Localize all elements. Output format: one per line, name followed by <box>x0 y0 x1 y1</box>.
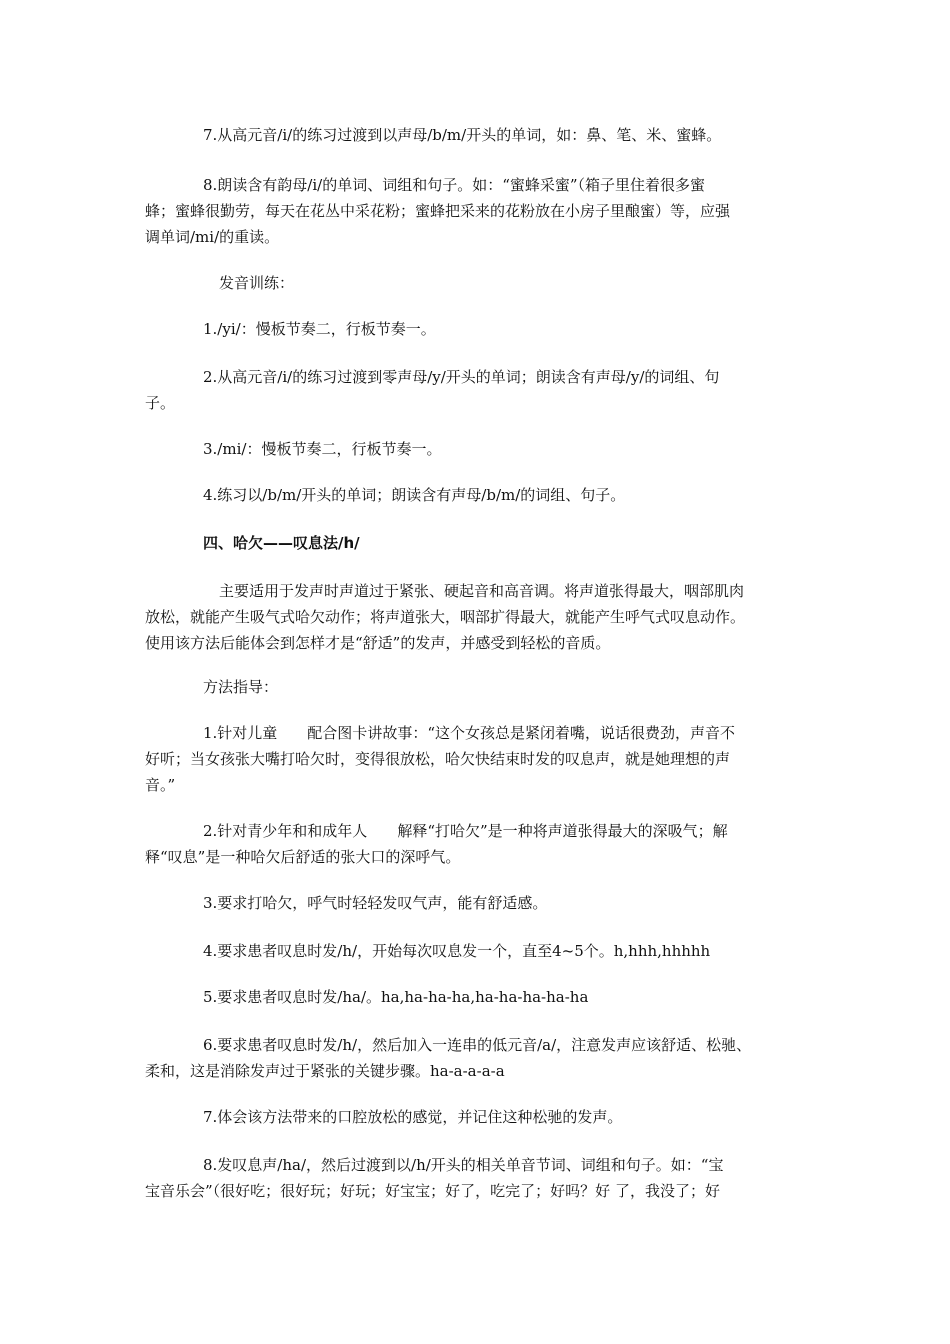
paragraph-7-relax <box>145 1104 807 1130</box>
paragraph-main-application <box>145 578 807 656</box>
paragraph-4-bm-words <box>145 482 807 508</box>
paragraph-8-sigh-words <box>145 1152 807 1204</box>
text-line: 3.要求打哈欠，呼气时轻轻发叹气声，能有舒适感。 <box>203 894 548 912</box>
text-line: 7.体会该方法带来的口腔放松的感觉，并记住这种松驰的发声。 <box>203 1108 623 1126</box>
section-heading-yawn-sigh <box>145 530 807 556</box>
text-line: 柔和，这是消除发声过于紧张的关键步骤。ha-a-a-a-a <box>145 1062 505 1080</box>
paragraph-6-low-vowel <box>145 1032 807 1084</box>
paragraph-1-children <box>145 720 807 798</box>
text-line: 7.从高元音/i/的练习过渡到以声母/b/m/开头的单词，如：鼻、笔、米、蜜蜂。 <box>203 126 722 144</box>
text-line: 四、哈欠——叹息法/h/ <box>203 534 360 552</box>
text-line: 使用该方法后能体会到怎样才是“舒适”的发声，并感受到轻松的音质。 <box>145 634 611 652</box>
text-line: 好听；当女孩张大嘴打哈欠时，变得很放松，哈欠快结束时发的叹息声，就是她理想的声 <box>145 750 731 768</box>
text-line: 调单词/mi/的重读。 <box>145 228 280 246</box>
text-line: 8.发叹息声/ha/，然后过渡到以/h/开头的相关单音节词、词组和句子。如：“宝 <box>203 1156 724 1174</box>
paragraph-5-ha <box>145 984 807 1010</box>
paragraph-2-adults <box>145 818 807 870</box>
text-line: 5.要求患者叹息时发/ha/。ha,ha-ha-ha,ha-ha-ha-ha-ha <box>203 988 589 1006</box>
text-line: 3./mi/：慢板节奏二，行板节奏一。 <box>203 440 442 458</box>
text-line: 4.练习以/b/m/开头的单词；朗读含有声母/b/m/的词组、句子。 <box>203 486 626 504</box>
paragraph-3-mi <box>145 436 807 462</box>
paragraph-3-yawn <box>145 890 807 916</box>
text-line: 音。” <box>145 776 176 794</box>
text-line: 方法指导： <box>203 678 279 696</box>
subheading-method-guide <box>145 674 807 700</box>
paragraph-1-yi <box>145 316 807 342</box>
text-line: 6.要求患者叹息时发/h/，然后加入一连串的低元音/a/，注意发声应该舒适、松驰、 <box>203 1036 752 1054</box>
subheading-pronunciation-training <box>145 270 807 296</box>
text-line: 释“叹息”是一种哈欠后舒适的张大口的深呼气。 <box>145 848 461 866</box>
paragraph-2-y-words <box>145 364 807 416</box>
text-line: 发音训练： <box>219 274 295 292</box>
text-line: 2.针对青少年和和成年人 解释“打哈欠”是一种将声道张得最大的深吸气；解 <box>203 822 728 840</box>
text-line: 蜂；蜜蜂很勤劳，每天在花丛中采花粉；蜜蜂把采来的花粉放在小房子里酿蜜）等，应强 <box>145 202 731 220</box>
text-line: 8.朗读含有韵母/i/的单词、词组和句子。如：“蜜蜂采蜜”（箱子里住着很多蜜 <box>203 176 706 194</box>
text-line: 1.针对儿童 配合图卡讲故事：“这个女孩总是紧闭着嘴，说话很费劲，声音不 <box>203 724 735 742</box>
paragraph-8-read-i <box>145 172 807 250</box>
text-line: 放松，就能产生吸气式哈欠动作；将声道张大，咽部扩得最大，就能产生呼气式叹息动作。 <box>145 608 746 626</box>
paragraph-7-high-vowel <box>145 122 807 148</box>
text-line: 1./yi/：慢板节奏二，行板节奏一。 <box>203 320 436 338</box>
text-line: 主要适用于发声时声道过于紧张、硬起音和高音调。将声道张得最大，咽部肌肉 <box>219 582 745 600</box>
text-line: 4.要求患者叹息时发/h/，开始每次叹息发一个，直至4~5个。h,hhh,hhhhh <box>203 942 711 960</box>
text-line: 2.从高元音/i/的练习过渡到零声母/y/开头的单词；朗读含有声母/y/的词组、句 <box>203 368 720 386</box>
paragraph-4-h <box>145 938 807 964</box>
text-line: 宝音乐会”（很好吃；很好玩；好玩；好宝宝；好了，吃完了；好吗？好 了，我没了；好 <box>145 1182 720 1200</box>
text-line: 子。 <box>145 394 176 412</box>
